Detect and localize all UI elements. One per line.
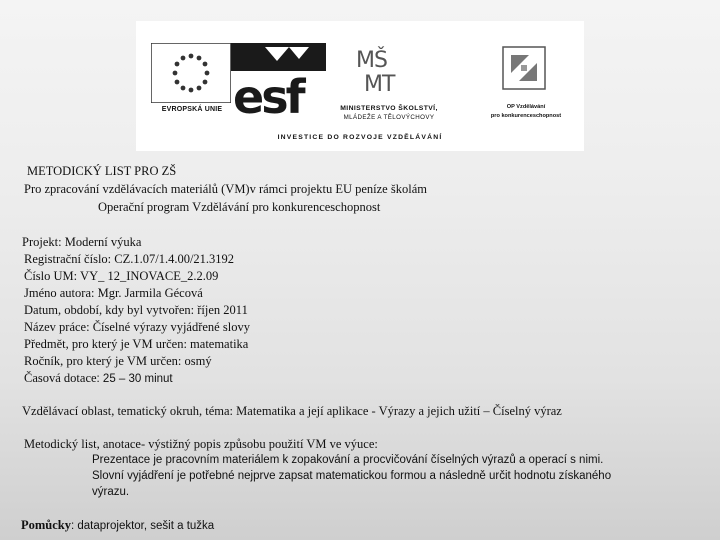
subject: Předmět, pro který je VM určen: matematika <box>24 337 249 351</box>
time-allocation-value: : 25 – 30 minut <box>96 373 173 385</box>
svg-text:MŠ: MŠ <box>356 48 387 73</box>
header-program: Operační program Vzdělávání pro konkurenceschopnost <box>98 200 381 214</box>
op-subname: pro konkurenceschopnost <box>490 113 562 119</box>
time-allocation <box>24 371 173 387</box>
esf-logo <box>231 43 326 118</box>
author-name: Jméno autora: Mgr. Jarmila Gécová <box>24 286 203 300</box>
annotation-label: Metodický list, anotace- výstižný popis způsobu použití VM ve výuce: <box>24 437 378 451</box>
document-title: METODICKÝ LIST PRO ZŠ <box>27 164 177 178</box>
work-title: Název práce: Číselné výrazy vyjádřené slovy <box>24 320 250 334</box>
header-subtitle: Pro zpracování vzdělávacích materiálů (VM)v rámci projektu EU peníze školám <box>24 182 427 196</box>
op-name: OP Vzdělávání <box>506 104 546 110</box>
svg-text:esf: esf <box>233 70 303 118</box>
op-vzdelavani-logo <box>499 43 549 93</box>
eu-label: EVROPSKÁ UNIE <box>161 106 223 113</box>
time-allocation-label: Časová dotace <box>24 371 97 385</box>
msmt-logo <box>354 43 414 95</box>
aids <box>21 518 214 534</box>
project-name: Projekt: Moderní výuka <box>22 235 142 249</box>
educational-area: Vzdělávací oblast, tematický okruh, téma: Matematika a její aplikace - Výrazy a jejich užití – Číselný výraz <box>22 404 562 418</box>
annotation-line-2: Slovní vyjádření je potřebné nejprve zapsat matematickou formou a následně určit hodnotu získaného <box>92 470 612 482</box>
svg-text:MT: MT <box>364 72 395 95</box>
banner-slogan: INVESTICE DO ROZVOJE VZDĚLÁVÁNÍ <box>277 134 443 141</box>
creation-date: Datum, období, kdy byl vytvořen: říjen 2011 <box>24 303 248 317</box>
um-number: Číslo UM: VY_ 12_INOVACE_2.2.09 <box>24 269 219 283</box>
aids-label: Pomůcky <box>21 518 71 532</box>
registration-number: Registrační číslo: CZ.1.07/1.4.00/21.3192 <box>24 252 235 266</box>
msmt-subname: MLÁDEŽE A TĚLOVÝCHOVY <box>343 114 435 121</box>
annotation-line-1: Prezentace je pracovním materiálem k zopakování a procvičování číselných výrazů a operací s nimi. <box>92 454 604 466</box>
aids-value: : dataprojektor, sešit a tužka <box>71 520 215 532</box>
annotation-line-3: výrazu. <box>92 486 130 498</box>
msmt-name: MINISTERSTVO ŠKOLSTVÍ, <box>340 105 438 112</box>
logo-banner <box>136 21 584 151</box>
grade: Ročník, pro který je VM určen: osmý <box>24 354 212 368</box>
eu-flag-logo <box>151 43 231 103</box>
